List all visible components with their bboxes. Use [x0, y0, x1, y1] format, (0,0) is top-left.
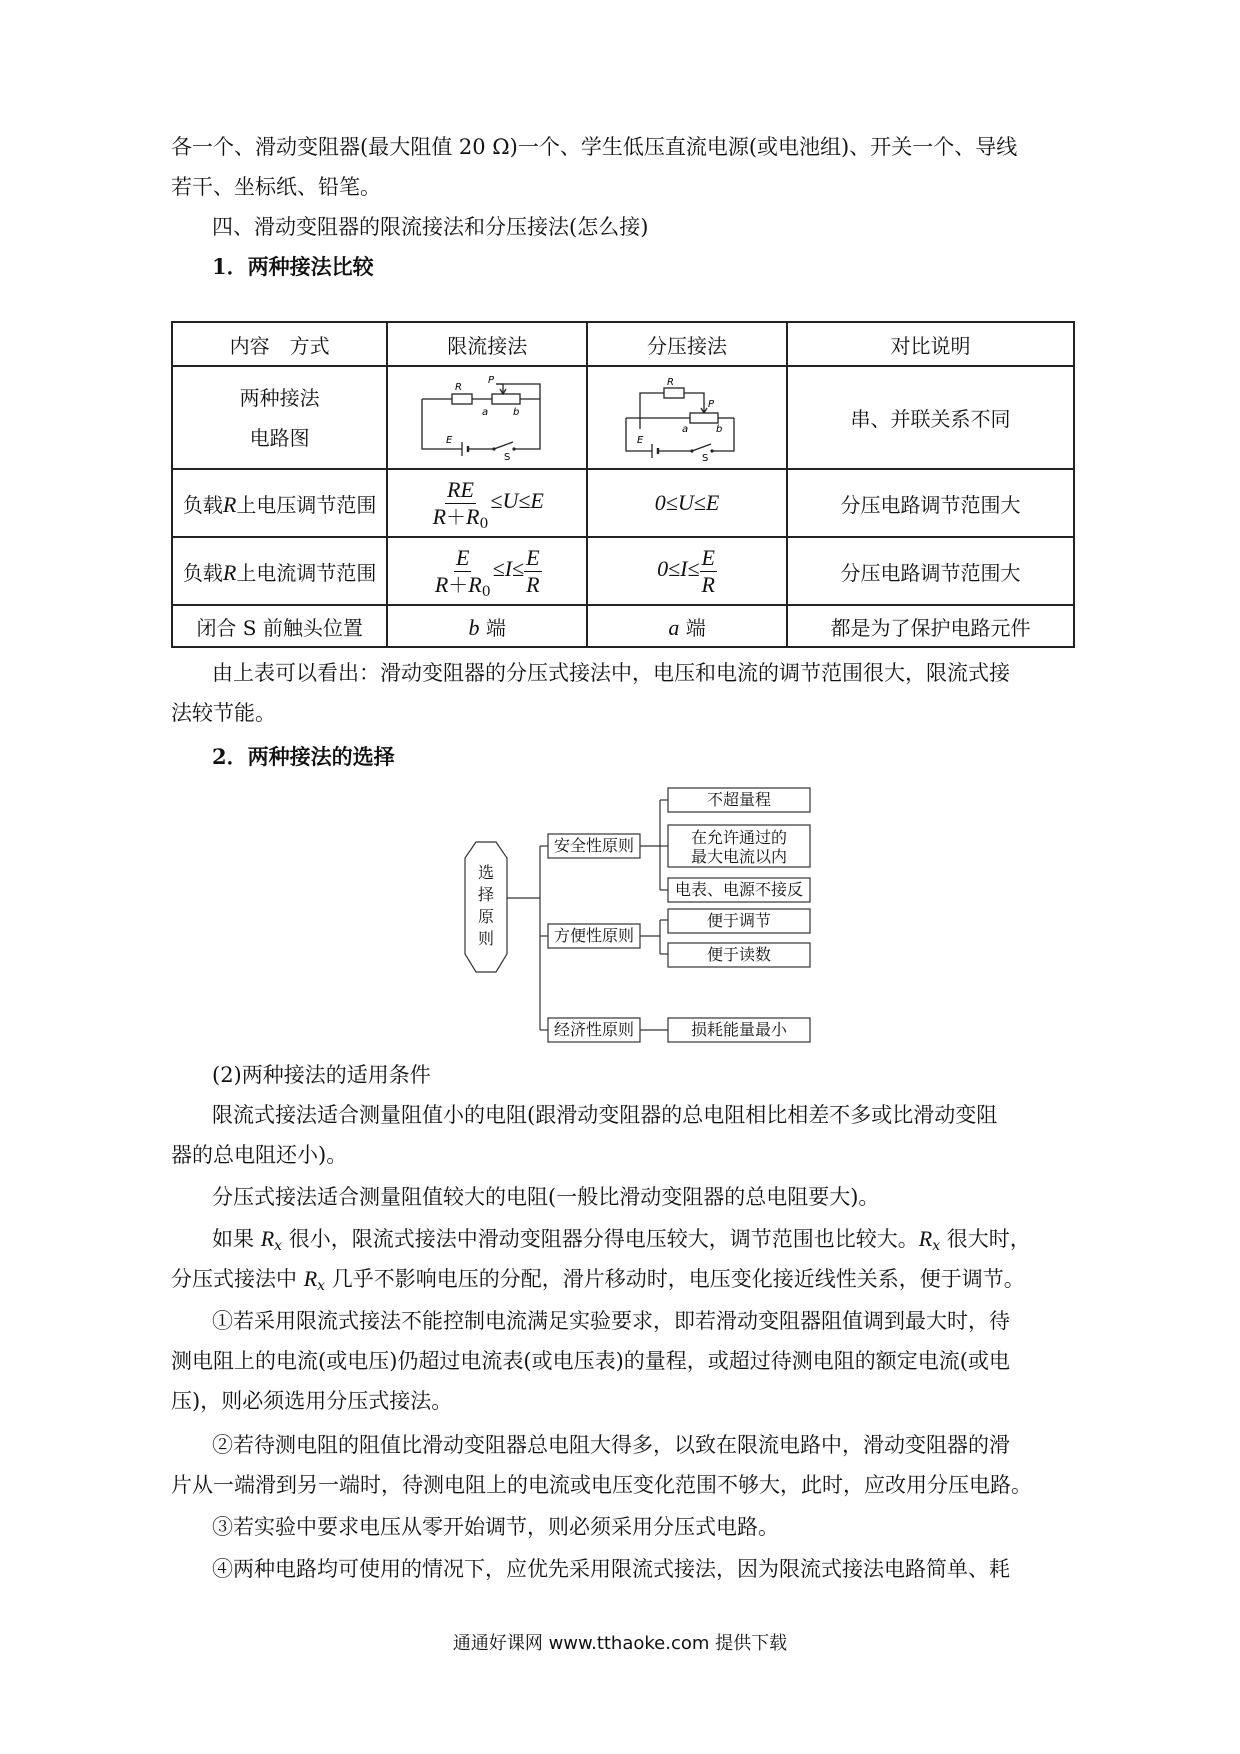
label-P: P — [708, 398, 715, 410]
table-row-slider-position — [172, 605, 1074, 647]
selection-principles-diagram — [455, 780, 875, 1050]
condition-2-line-2: 片从一端滑到另一端时，待测电阻上的电流或电压变化范围不够大，此时，应改用分压电路。 — [171, 1473, 1032, 1497]
safety-item-polarity: 电表、电源不接反 — [674, 880, 804, 899]
safety-item-current-line-2: 最大电流以内 — [690, 847, 788, 866]
voltage-divider-position — [587, 605, 787, 647]
fraction-den-b: R — [468, 571, 482, 597]
label-a: a — [482, 406, 489, 418]
header-cell: 内容 方式 — [172, 322, 387, 366]
row-label-line-1: 两种接法 — [239, 385, 320, 410]
subsection-2-2-title: (2)两种接法的适用条件 — [212, 1063, 431, 1087]
row-label — [172, 537, 387, 605]
label-E: E — [637, 434, 644, 446]
after-table-line-2: 法较节能。 — [171, 701, 276, 725]
comparison-table — [171, 321, 1075, 648]
convenience-item-read: 便于读数 — [706, 945, 772, 964]
fraction-numerator: E — [456, 545, 470, 571]
range-inequality: ≤I≤ — [492, 556, 525, 582]
voltage-divider-circuit-cell — [587, 366, 787, 469]
table-row-circuit — [172, 366, 1074, 469]
label-R: R — [667, 376, 674, 388]
safety-item-current-line-1: 在允许通过的 — [690, 828, 788, 847]
position-unit: 端 — [479, 615, 506, 640]
current-limiting-circuit-cell — [387, 366, 587, 469]
intro-line-2: 若干、坐标纸、铅笔。 — [171, 175, 381, 199]
row-label-line-2: 电路图 — [249, 425, 310, 450]
label-b: b — [513, 406, 520, 418]
voltage-divider-voltage-range — [587, 469, 787, 537]
fraction-RE-over-R-plus-R0 — [431, 477, 491, 532]
label-S: S — [702, 452, 709, 461]
row-label-post: 上电流调节范围 — [236, 560, 377, 585]
economy-item-energy: 损耗能量最小 — [690, 1020, 788, 1039]
rx-sub: x — [317, 1278, 326, 1294]
condition-4: ④两种电路均可使用的情况下，应优先采用限流式接法，因为限流式接法电路简单、耗 — [212, 1557, 1010, 1581]
compare-cell: 分压电路调节范围大 — [787, 537, 1074, 605]
fraction-den-plus: ＋ — [448, 572, 469, 597]
intro-line-1: 各一个、滑动变阻器(最大阻值 20 Ω)一个、学生低压直流电源(或电池组)、开关一个、导线 — [171, 135, 1018, 159]
fraction-den-a: R — [432, 503, 447, 529]
condition-1-line-3: 压)，则必须选用分压式接法。 — [171, 1389, 453, 1413]
condition-3: ③若实验中要求电压从零开始调节，则必须采用分压式电路。 — [212, 1515, 779, 1539]
row-label: 闭合 S 前触头位置 — [172, 605, 387, 647]
label-b: b — [716, 423, 723, 435]
condition-2-line-1: ②若待测电阻的阻值比滑动变阻器总电阻大得多，以致在限流电路中，滑动变阻器的滑 — [212, 1433, 1010, 1457]
voltage-divider-current-range — [587, 537, 787, 605]
row-label-post: 上电压调节范围 — [236, 492, 377, 517]
current-limiting-circuit-diagram — [412, 375, 562, 461]
label-E: E — [446, 434, 453, 446]
rx-sub: x — [932, 1238, 941, 1254]
paragraph-1-line-2: 器的总电阻还小)。 — [171, 1143, 348, 1167]
row-label-pre: 负载 — [182, 492, 223, 517]
paragraph-2: 分压式接法适合测量阻值较大的电阻(一般比滑动变阻器的总电阻要大)。 — [212, 1185, 880, 1209]
condition-1-line-2: 测电阻上的电流(或电压)仍超过电流表(或电压表)的量程，或超过待测电阻的额定电流(或电 — [171, 1349, 1010, 1373]
fraction-den-b: R — [466, 503, 480, 529]
economy-principle-node: 经济性原则 — [553, 1020, 635, 1039]
row-label-pre: 负载 — [182, 560, 223, 585]
row-label — [172, 469, 387, 537]
paragraph-3-line-1: 如果 $R_x$ 很小，限流式接法中滑动变阻器分得电压较大，调节范围也比较大。$R_x$ 很大时， — [212, 1226, 1031, 1254]
after-table-line-1: 由上表可以看出：滑动变阻器的分压式接法中，电压和电流的调节范围很大，限流式接 — [212, 661, 1010, 685]
row-label-var: R — [222, 559, 237, 585]
label-S: S — [504, 451, 511, 461]
fraction-den-sub: 0 — [481, 583, 491, 600]
fraction-E-over-R-plus-R0 — [433, 545, 493, 600]
table-header-row — [172, 322, 1074, 366]
fraction-numerator: E — [701, 545, 715, 571]
fraction-den-a: R — [434, 571, 449, 597]
rx-var: R — [303, 1266, 318, 1291]
range-inequality: 0≤U≤E — [654, 490, 720, 515]
safety-item-range: 不超量程 — [706, 790, 772, 809]
root-char: 原 — [477, 907, 495, 926]
compare-cell: 分压电路调节范围大 — [787, 469, 1074, 537]
page-footer: 通通好课网 www.tthaoke.com 提供下载 — [452, 1633, 788, 1654]
range-inequality: ≤U≤E — [490, 488, 544, 514]
header-cell: 对比说明 — [787, 322, 1074, 366]
fraction-denominator: R — [526, 571, 540, 597]
section-4-title: 四、滑动变阻器的限流接法和分压接法(怎么接) — [212, 215, 649, 239]
compare-cell: 都是为了保护电路元件 — [787, 605, 1074, 647]
fraction-E-over-R — [524, 546, 541, 595]
fraction-den-plus: ＋ — [446, 504, 467, 529]
header-cell: 分压接法 — [587, 322, 787, 366]
voltage-divider-circuit-diagram — [612, 375, 762, 461]
row-label — [172, 366, 387, 469]
header-cell: 限流接法 — [387, 322, 587, 366]
current-limiting-current-range — [387, 537, 587, 605]
range-inequality: 0≤I≤ — [657, 556, 700, 582]
paragraph-3-line-2: 分压式接法中 $R_x$ 几乎不影响电压的分配，滑片移动时，电压变化接近线性关系，便于调节。 — [171, 1266, 1025, 1294]
fraction-den-sub: 0 — [479, 515, 489, 532]
paragraph-1-line-1: 限流式接法适合测量阻值小的电阻(跟滑动变阻器的总电阻相比相差不多或比滑动变阻 — [212, 1103, 998, 1127]
convenience-item-adjust: 便于调节 — [706, 911, 772, 930]
position-var: a — [668, 614, 680, 640]
rx-var: R — [260, 1226, 275, 1251]
fraction-numerator: E — [526, 545, 540, 571]
position-unit: 端 — [679, 615, 706, 640]
convenience-principle-node: 方便性原则 — [553, 926, 635, 945]
current-limiting-position — [387, 605, 587, 647]
table-row-voltage-range — [172, 469, 1074, 537]
root-char: 选 — [477, 863, 495, 882]
label-P: P — [488, 374, 495, 386]
subsection-2-title: 2．两种接法的选择 — [212, 744, 395, 769]
current-limiting-voltage-range — [387, 469, 587, 537]
rx-sub: x — [274, 1238, 283, 1254]
fraction-denominator: R — [701, 571, 715, 597]
rx-var: R — [918, 1226, 933, 1251]
fraction-E-over-R — [700, 546, 717, 595]
row-label-var: R — [222, 491, 237, 517]
label-R: R — [455, 381, 463, 393]
condition-1-line-1: ①若采用限流式接法不能控制电流满足实验要求，即若滑动变阻器阻值调到最大时，待 — [212, 1309, 1010, 1333]
root-char: 则 — [477, 929, 495, 948]
table-row-current-range — [172, 537, 1074, 605]
compare-cell: 串、并联关系不同 — [787, 366, 1074, 469]
subsection-1-title: 1．两种接法比较 — [212, 254, 374, 279]
position-var: b — [468, 614, 480, 640]
label-a: a — [682, 423, 689, 435]
fraction-numerator: RE — [447, 477, 474, 503]
safety-principle-node: 安全性原则 — [553, 836, 635, 855]
root-char: 择 — [477, 885, 495, 904]
